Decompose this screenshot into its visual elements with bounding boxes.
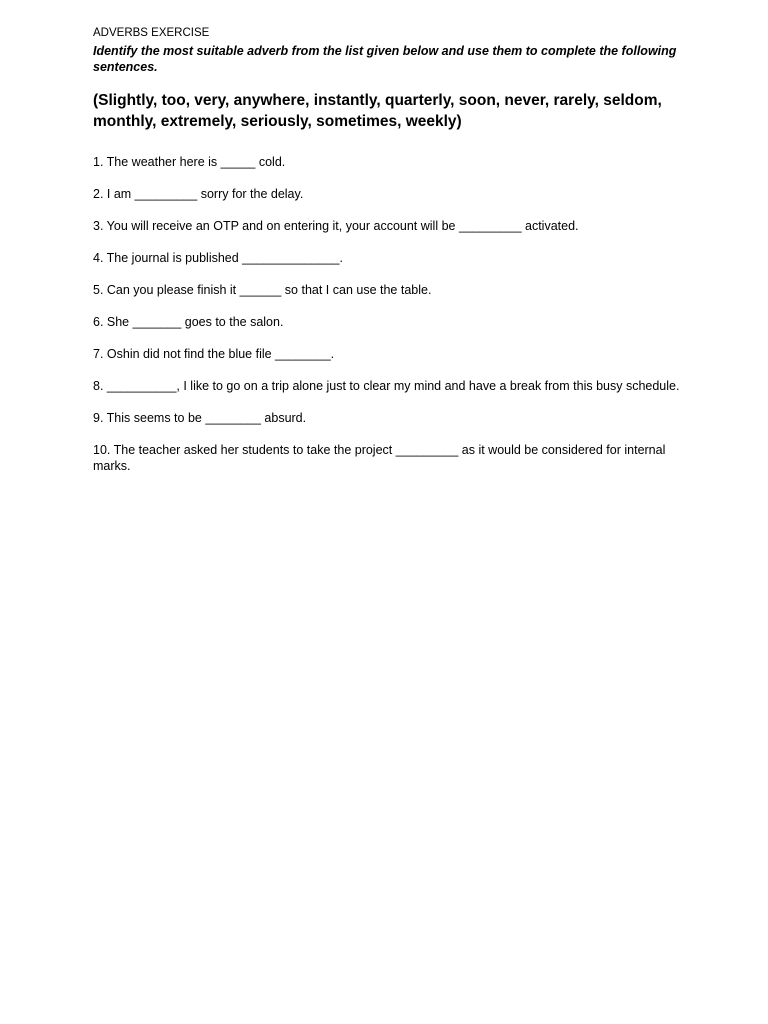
question-item: 1. The weather here is _____ cold.	[93, 155, 286, 169]
question-item: 9. This seems to be ________ absurd.	[93, 411, 307, 425]
question-item: 2. I am _________ sorry for the delay.	[93, 187, 304, 201]
question-item: 6. She _______ goes to the salon.	[93, 315, 284, 329]
question-item: 7. Oshin did not find the blue file ________.	[93, 347, 335, 361]
question-item: 3. You will receive an OTP and on entering it, your account will be _________ activated.	[93, 219, 579, 233]
question-item: 4. The journal is published ______________.	[93, 251, 343, 265]
question-item: 5. Can you please finish it ______ so that I can use the table.	[93, 283, 432, 297]
adverb-word-list: (Slightly, too, very, anywhere, instantly, quarterly, soon, never, rarely, seldom, monthly, extremely, seriously, sometimes, weekly)	[93, 92, 662, 130]
question-item: 10. The teacher asked her students to take the project _________ as it would be considered for internal marks.	[93, 443, 666, 473]
question-item: 8. __________, I like to go on a trip alone just to clear my mind and have a break from this busy schedule.	[93, 379, 680, 393]
question-list	[93, 154, 693, 474]
exercise-heading: ADVERBS EXERCISE	[93, 27, 210, 39]
instruction-text: Identify the most suitable adverb from the list given below and use them to complete the following sentences.	[93, 44, 677, 74]
worksheet-page	[93, 26, 693, 490]
